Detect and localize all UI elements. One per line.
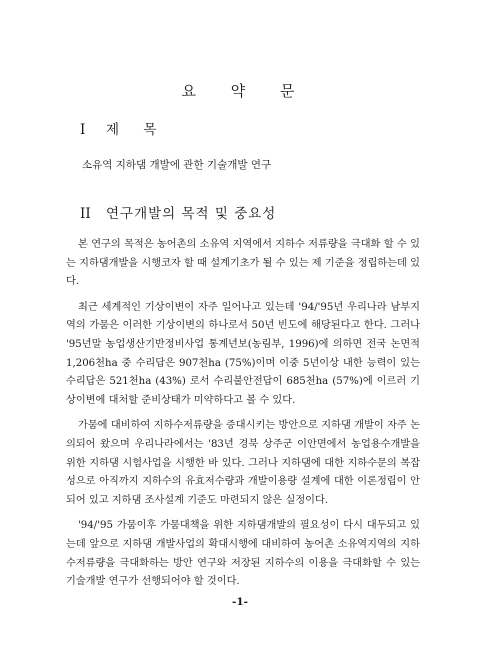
paragraph-2: 최근 세계적인 기상이변이 자주 일어나고 있는데 '94/'95년 우리나라 남부지역의 가뭄은 이러한 기상이변의 하나로서 50년 빈도에 해당된다고 한다. 그러나 '95년말 농업생산기반정비사업 통계년보(농림부, 1996)에 의하면 전국 논면적 1,206천ha 중 수리답은 907천ha (75%)이며 이중 5년이상 내한 능력이 있는 수리답은 521천ha (43%) 로서 수리불안전답이 685천ha (57%)에 이르러 기상이변에 대처할 준비상태가 미약하다고 볼 수 있다. [66, 301, 420, 406]
document-title: 요 약 문 [181, 82, 299, 100]
section-1-header [80, 118, 157, 138]
section-2-header [80, 202, 276, 222]
section-2-body [66, 236, 420, 599]
paragraph-1: 본 연구의 목적은 농어촌의 소유역 지역에서 지하수 저류량을 극대화 할 수 있는 지하댐개발을 시행코자 할 때 설계기초가 될 수 있는 제 기준을 정립하는데 있다. [66, 239, 420, 288]
paragraph-3: 가뭄에 대비하여 지하수저류량을 증대시키는 방안으로 지하댐 개발이 자주 논의되어 왔으며 우리나라에서는 '83년 경북 상주군 이안면에서 농업용수개발을 위한 지하댐 시험사업을 시행한 바 있다. 그러나 지하댐에 대한 지하수문의 복잡성으로 아직까지 지하수의 유효저수량과 개발이용량 설계에 대한 이론정립이 안되어 있고 지하댐 조사설계 기준도 마련되지 않은 실정이다. [66, 420, 420, 506]
research-subject: 소유역 지하댐 개발에 관한 기술개발 연구 [82, 159, 272, 171]
section-1-number: I [80, 122, 86, 138]
section-2-number: II [80, 206, 91, 222]
section-1-heading: 제 목 [106, 122, 158, 138]
page-number: -1- [231, 596, 249, 608]
paragraph-4: '94/'95 가뭄이후 가뭄대책을 위한 지하댐개발의 필요성이 다시 대두되고 있는데 앞으로 지하댐 개발사업의 확대시행에 대비하여 농어촌 소유역지역의 지하수저류량을 극대화하는 방안 연구와 저장된 지하수의 이용을 극대화할 수 있는 기술개발 연구가 선행되어야 할 것이다. [66, 520, 420, 588]
section-2-heading: 연구개발의 목적 및 중요성 [106, 206, 277, 222]
